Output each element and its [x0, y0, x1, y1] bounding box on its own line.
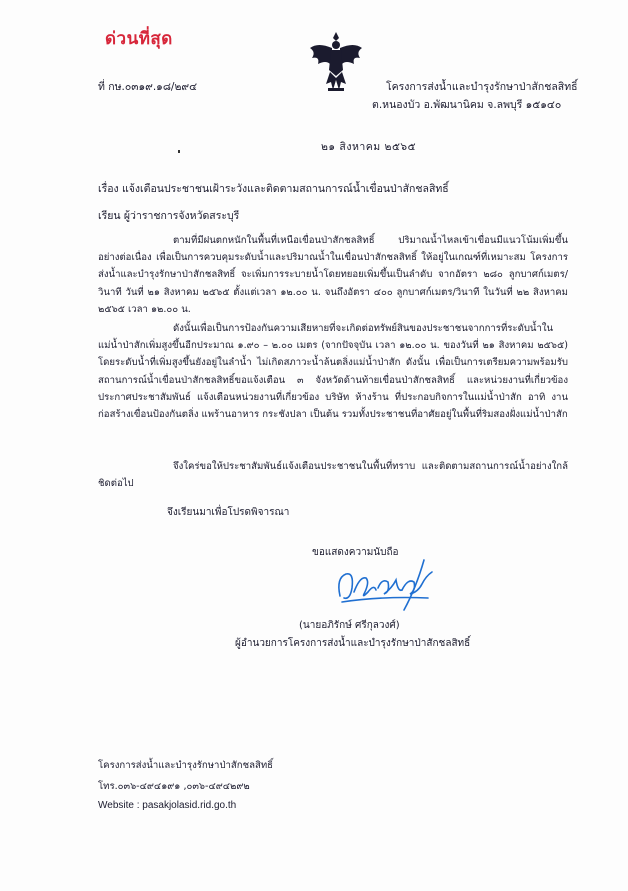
footer-organization: โครงการส่งน้ำและบำรุงรักษาป่าสักชลสิทธิ์ [98, 760, 274, 771]
addressee-line: เรียน ผู้ว่าราชการจังหวัดสระบุรี [98, 210, 240, 222]
document-date: ๒๑ สิงหาคม ๒๕๖๕ [321, 141, 417, 153]
signatory-title: ผู้อำนวยการโครงการส่งน้ำและบำรุงรักษาป่าสักชลสิทธิ์ [235, 638, 471, 649]
footer-website: Website : pasakjolasid.rid.go.th [98, 800, 237, 811]
handwritten-signature [332, 548, 442, 618]
urgency-stamp: ด่วนที่สุด [105, 29, 173, 49]
garuda-emblem-icon [308, 28, 364, 94]
body-paragraph-1: ตามที่มีฝนตกหนักในพื้นที่เหนือเขื่อนป่าสักชลสิทธิ์ ปริมาณน้ำไหลเข้าเขื่อนมีแนวโน้มเพิ่มขึ้นอย่างต่อเนื่อง เพื่อเป็นการควบคุมระดับน้ำและปริมาณน้ำในเขื่อนป่าสักชลสิทธิ์ ให้อยู่ในเกณฑ์ที่เหมาะสม โครงการส่งน้ำและบำรุงรักษาป่าสักชลสิทธิ์ จะเพิ่มการระบายน้ำโดยทยอยเพิ่มขึ้นเป็นลำดับ จากอัตรา ๒๘๐ ลูกบาศก์เมตร/วินาที วันที่ ๒๑ สิงหาคม ๒๕๖๕ ตั้งแต่เวลา ๑๒.๐๐ น. จนถึงอัตรา ๔๐๐ ลูกบาศก์เมตร/วินาที ในวันที่ ๒๒ สิงหาคม ๒๕๖๕ เวลา ๑๒.๐๐ น. [98, 235, 568, 315]
body-paragraph-3: จึงใคร่ขอให้ประชาสัมพันธ์แจ้งเตือนประชาชนในพื้นที่ทราบ และติดตามสถานการณ์น้ำอย่างใกล้ชิดต่อไป [98, 461, 568, 490]
subject-line: เรื่อง แจ้งเตือนประชาชนเฝ้าระวังและติดตามสถานการณ์น้ำเขื่อนป่าสักชลสิทธิ์ [98, 183, 449, 195]
footer-phone: โทร.๐๓๖-๔๙๔๑๙๑ ,๐๓๖-๔๙๔๒๙๒ [98, 781, 250, 792]
organization-name: โครงการส่งน้ำและบำรุงรักษาป่าสักชลสิทธิ์ [386, 81, 578, 93]
organization-address: ต.หนองบัว อ.พัฒนานิคม จ.ลพบุรี ๑๕๑๔๐ [372, 99, 562, 111]
document-number: ที่ กษ.๐๓๑๙.๑๘/๒๙๔ [98, 81, 198, 93]
signature-closing: ขอแสดงความนับถือ [312, 547, 399, 558]
signatory-name: (นายอภิรักษ์ ศรีกุลวงศ์) [299, 620, 400, 631]
body-paragraph-2: ดังนั้นเพื่อเป็นการป้องกันความเสียหายที่จะเกิดต่อทรัพย์สินของประชาชนจากการที่ระดับน้ำในแม่น้ำป่าสักเพิ่มสูงขึ้นอีกประมาณ ๑.๙๐ – ๒.๐๐ เมตร (จากปัจจุบัน เวลา ๑๒.๐๐ น. ของวันที่ ๒๑ สิงหาคม ๒๕๖๕) โดยระดับน้ำที่เพิ่มสูงขึ้นยังอยู่ในลำน้ำ ไม่เกิดสภาวะน้ำล้นตลิ่งแม่น้ำป่าสัก ดังนั้น เพื่อเป็นการเตรียมความพร้อมรับสถานการณ์น้ำเขื่อนป่าสักชลสิทธิ์ขอแจ้งเตือน ๓ จังหวัดด้านท้ายเขื่อนป่าสักชลสิทธิ์ และหน่วยงานที่เกี่ยวข้อง ประกาศประชาสัมพันธ์ แจ้งเตือนหน่วยงานที่เกี่ยวข้อง บริษัท ห้างร้าน ที่ประกอบกิจการในแม่น้ำป่าสัก อาทิ งานก่อสร้างเขื่อนป้องกันตลิ่ง แพร้านอาหาร กระชังปลา เป็นต้น รวมทั้งประชาชนที่อาศัยอยู่ในพื้นที่ริมสองฝั่งแม่น้ำป่าสัก [98, 323, 568, 421]
closing-line: จึงเรียนมาเพื่อโปรดพิจารณา [167, 507, 290, 518]
stray-mark [178, 150, 180, 153]
